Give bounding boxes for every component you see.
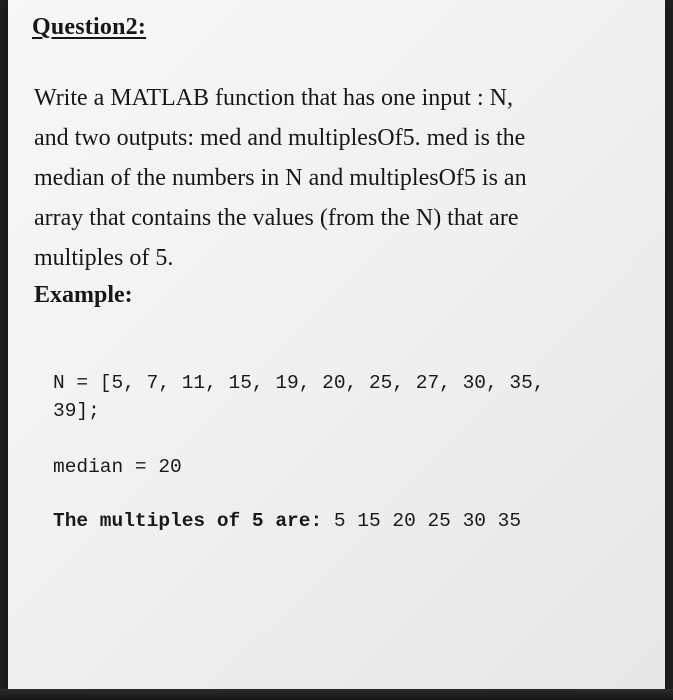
multiples-values: 5 15 20 25 30 35 xyxy=(322,510,522,532)
photo-bottom-edge xyxy=(0,689,673,700)
document-page xyxy=(8,0,665,689)
question-title: Question2: xyxy=(32,14,147,40)
question-line: Write a MATLAB function that has one input : N, xyxy=(34,85,513,111)
question-line: array that contains the values (from the N) that are xyxy=(34,205,519,231)
code-n-assignment xyxy=(53,369,544,425)
example-label: Example: xyxy=(34,282,133,308)
multiples-output xyxy=(53,510,521,532)
multiples-prefix: The multiples of 5 are: xyxy=(53,510,323,532)
median-output: median = 20 xyxy=(53,456,182,478)
code-line: 39]; xyxy=(53,400,100,422)
question-line: multiples of 5. xyxy=(34,245,174,271)
question-line: median of the numbers in N and multiplesOf5 is an xyxy=(34,165,527,191)
code-line: N = [5, 7, 11, 15, 19, 20, 25, 27, 30, 35, xyxy=(53,372,545,394)
question-text xyxy=(34,78,634,278)
question-line: and two outputs: med and multiplesOf5. med is the xyxy=(34,125,526,151)
